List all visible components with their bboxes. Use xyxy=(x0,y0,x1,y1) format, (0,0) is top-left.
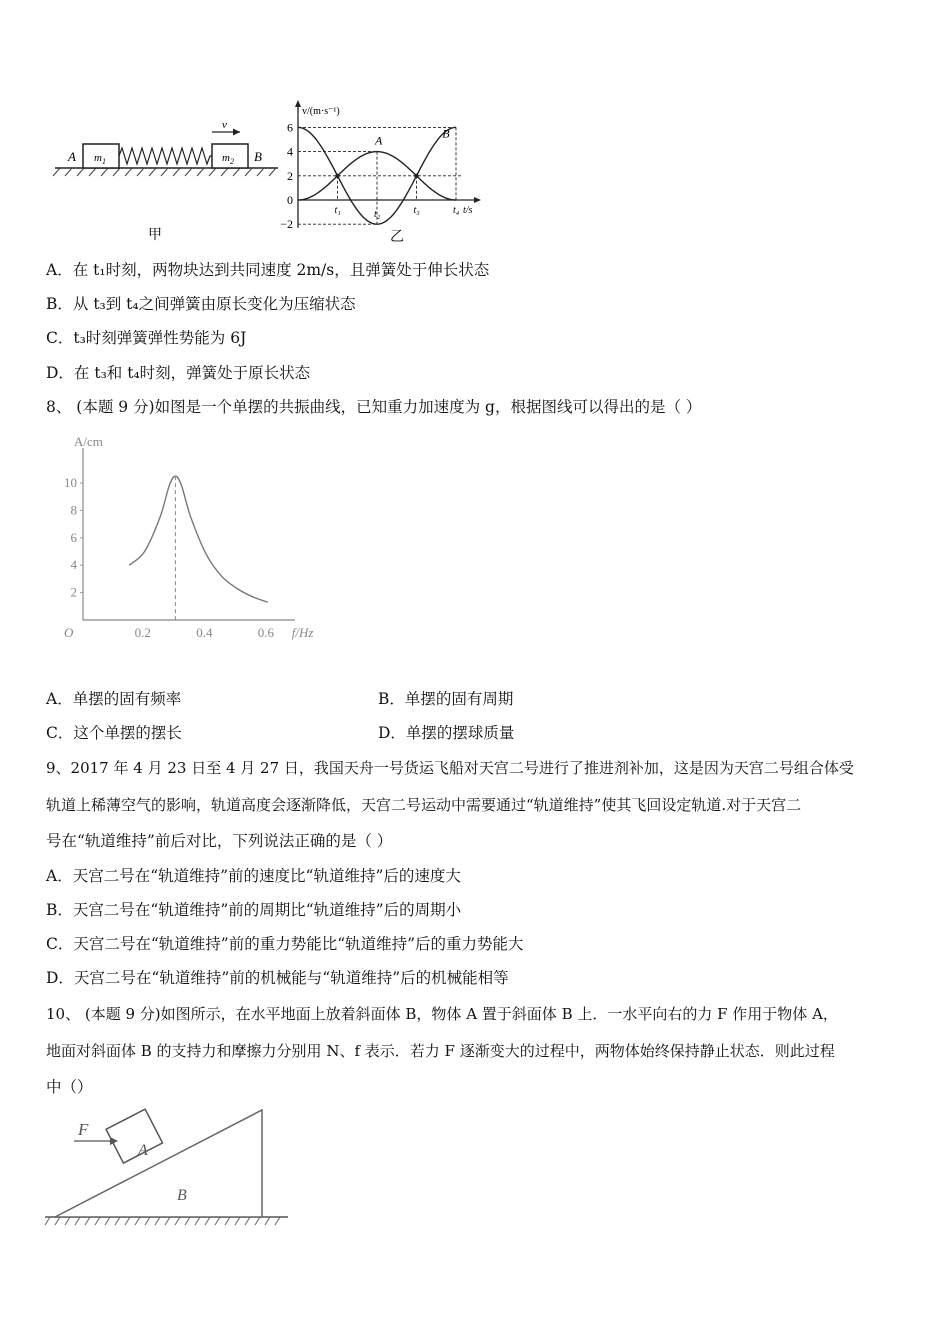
y-tick-label-2: 2 xyxy=(287,168,293,183)
q7-option-b: B．从 t₃到 t₄之间弹簧由原长变化为压缩状态 xyxy=(46,295,356,313)
y-tick-label-4: −2 xyxy=(280,217,293,232)
annotation-B: B xyxy=(442,126,450,141)
y-tick-label-2: 6 xyxy=(70,529,77,545)
q8-option-d: D．单摆的摆球质量 xyxy=(378,724,515,742)
x-tick-label-0: t₁ xyxy=(334,205,341,216)
force-f-label: F xyxy=(78,1120,89,1139)
incline-diagram xyxy=(40,1105,295,1230)
spring xyxy=(119,148,212,164)
mass1-sub: 1 xyxy=(101,157,106,166)
q8-option-a: A．单摆的固有频率 xyxy=(46,690,182,708)
x-tick-label-1: t₂ xyxy=(374,209,381,220)
y-tick-label-1: 8 xyxy=(70,502,77,518)
block-a xyxy=(106,1109,163,1163)
y-tick-label-1: 4 xyxy=(287,144,293,159)
figure-caption-yi: 乙 xyxy=(390,229,404,245)
y-axis-label: A/cm xyxy=(74,434,103,449)
q9-stem-line2: 轨道上稀薄空气的影响，轨道高度会逐渐降低，天宫二号运动中需要通过“轨道维持”使其飞回设定轨道.对于天宫二 xyxy=(46,796,802,814)
intersection-point-1 xyxy=(414,174,418,178)
x-axis-label: t/s xyxy=(463,205,473,216)
y-tick-label-3: 4 xyxy=(70,557,77,573)
velocity-label: v xyxy=(222,119,227,131)
x-tick-label-3: t₄ xyxy=(453,205,460,216)
q10-stem-line1: 10、 (本题 9 分)如图所示，在水平地面上放着斜面体 B，物体 A 置于斜面体 B 上．一水平向右的力 F 作用于物体 A， xyxy=(46,1005,838,1023)
y-axis-arrow xyxy=(295,100,301,107)
x-tick-label-1: 0.4 xyxy=(196,625,213,640)
q9-stem-line3: 号在“轨道维持”前后对比，下列说法正确的是（ ） xyxy=(46,832,393,850)
mass2-label: m xyxy=(222,152,230,164)
spring-block-diagram xyxy=(50,110,280,245)
y-tick-label-3: 0 xyxy=(287,193,293,207)
q10-stem-line2: 地面对斜面体 B 的支持力和摩擦力分别用 N、f 表示．若力 F 逐渐变大的过程中，两物体始终保持静止状态．则此过程 xyxy=(46,1042,835,1060)
y-axis-label: v/(m·s⁻¹) xyxy=(302,106,340,117)
q7-option-d: D．在 t₃和 t₄时刻，弹簧处于原长状态 xyxy=(46,364,311,382)
q9-option-a: A．天宫二号在“轨道维持”前的速度比“轨道维持”后的速度大 xyxy=(46,867,461,885)
x-tick-label-2: 0.6 xyxy=(257,625,275,640)
x-axis-arrow xyxy=(474,197,481,203)
y-tick-label-4: 2 xyxy=(70,584,77,600)
q7-option-c: C．t₃时刻弹簧弹性势能为 6J xyxy=(46,329,247,347)
resonance-curve xyxy=(129,476,268,602)
q9-option-c: C．天宫二号在“轨道维持”前的重力势能比“轨道维持”后的重力势能大 xyxy=(46,935,524,953)
velocity-time-chart xyxy=(278,98,498,248)
y-tick-label-0: 6 xyxy=(287,120,293,135)
x-axis-label: f/Hz xyxy=(291,625,314,640)
block-a-label: A xyxy=(138,1142,148,1159)
x-tick-label-0: 0.2 xyxy=(134,625,151,640)
y-tick-label-0: 10 xyxy=(64,475,77,490)
q9-option-d: D．天宫二号在“轨道维持”前的机械能与“轨道维持”后的机械能相等 xyxy=(46,969,509,987)
label-A: A xyxy=(68,149,76,164)
q9-stem-line1: 9、2017 年 4 月 23 日至 4 月 27 日，我国天舟一号货运飞船对天宫二号进行了推进剂补加，这是因为天宫二号组合体受 xyxy=(46,759,854,777)
origin-label: O xyxy=(64,625,74,640)
mass1-label: m xyxy=(94,152,102,164)
intersection-point-0 xyxy=(335,174,339,178)
resonance-curve-chart xyxy=(55,430,330,650)
q7-option-a: A．在 t₁时刻，两物块达到共同速度 2m/s，且弹簧处于伸长状态 xyxy=(46,261,490,279)
q9-option-b: B．天宫二号在“轨道维持”前的周期比“轨道维持”后的周期小 xyxy=(46,901,462,919)
figure-caption-jia: 甲 xyxy=(148,228,162,243)
label-B: B xyxy=(254,149,262,164)
q8-option-b: B．单摆的固有周期 xyxy=(378,690,514,708)
mass2-sub: 2 xyxy=(229,157,234,166)
q8-stem: 8、 (本题 9 分)如图是一个单摆的共振曲线，已知重力加速度为 g，根据图线可以得出的是（ ） xyxy=(46,398,702,416)
q10-stem-line3: 中（） xyxy=(46,1078,93,1096)
annotation-A: A xyxy=(375,133,383,148)
x-tick-label-2: t₃ xyxy=(413,205,420,216)
q8-option-c: C．这个单摆的摆长 xyxy=(46,724,182,742)
block-b-label: B xyxy=(177,1187,187,1204)
